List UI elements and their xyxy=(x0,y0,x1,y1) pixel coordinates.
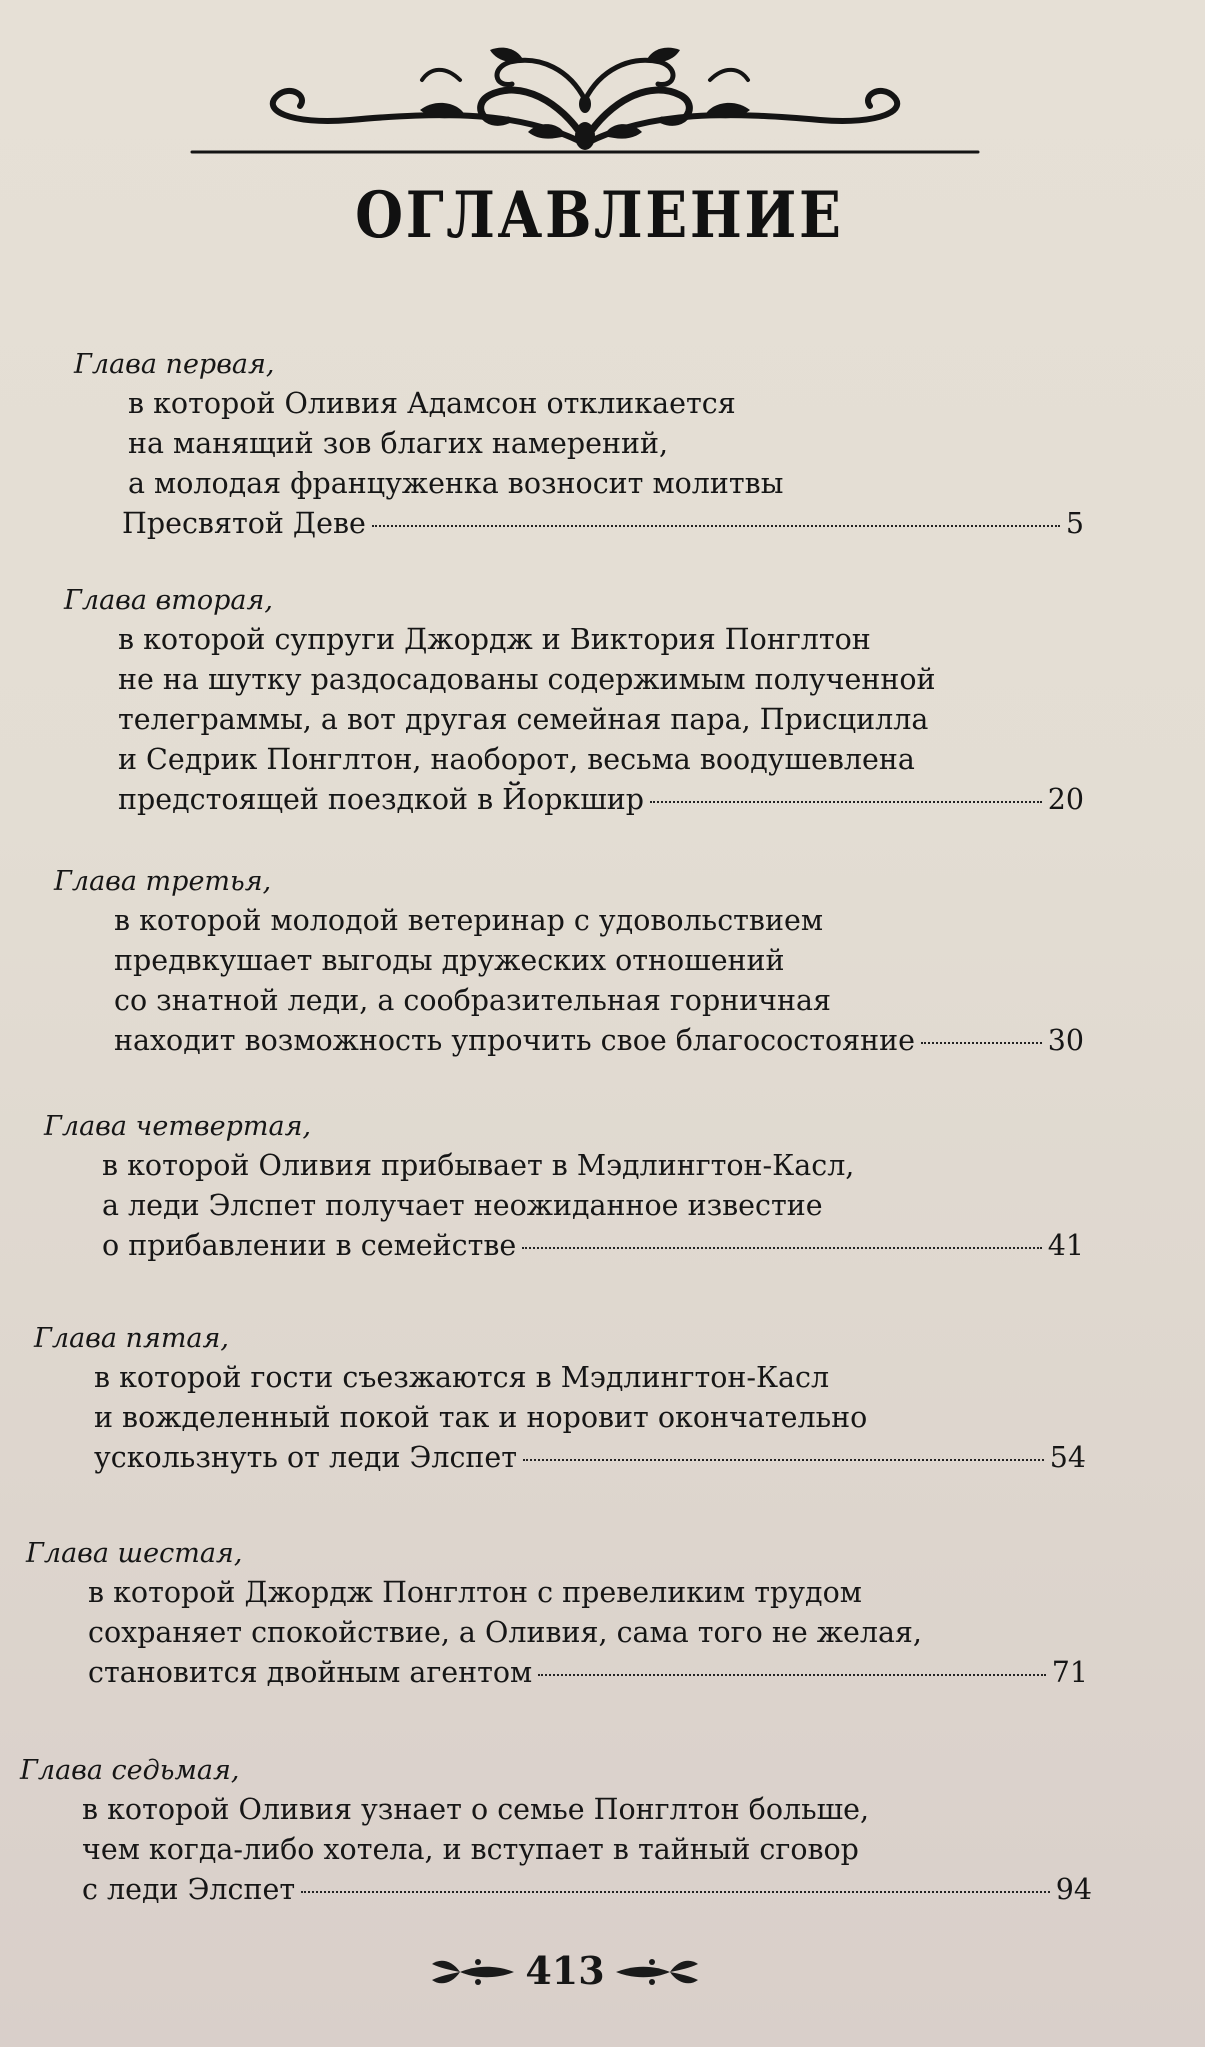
toc-entry-1 xyxy=(74,346,1084,544)
description-line: о прибавлении в семействе xyxy=(102,1229,517,1262)
description-line: в которой гости съезжаются в Мэдлингтон-Касл xyxy=(94,1361,830,1394)
toc-entry-7 xyxy=(20,1752,1092,1910)
description-line: Пресвятой Деве xyxy=(122,507,366,540)
dot-leader xyxy=(372,525,1060,527)
description-line: на манящий зов благих намерений, xyxy=(128,427,669,460)
description-line: и Седрик Понглтон, наоборот, весьма воодушевлена xyxy=(118,743,915,776)
dot-leader xyxy=(650,801,1042,803)
leaf-flourish-right-icon xyxy=(616,1954,700,1988)
description-line-with-page xyxy=(122,504,1084,544)
description-line: в которой Оливия узнает о семье Понглтон больше, xyxy=(82,1793,870,1826)
chapter-description xyxy=(20,1790,1092,1910)
dot-leader xyxy=(523,1459,1044,1461)
dot-leader xyxy=(301,1891,1050,1893)
description-line: находит возможность упрочить свое благосостояние xyxy=(114,1024,915,1057)
description-line: в которой молодой ветеринар с удовольствием xyxy=(114,904,824,937)
vine-scroll-ornament-icon xyxy=(190,40,980,170)
chapter-description xyxy=(64,620,1084,820)
chapter-title: Глава третья, xyxy=(54,866,272,897)
description-line: в которой Оливия прибывает в Мэдлингтон-Касл, xyxy=(102,1149,855,1182)
description-line-with-page xyxy=(82,1870,1092,1910)
chapter-title: Глава седьмая, xyxy=(20,1755,240,1786)
page-number: 94 xyxy=(1055,1873,1092,1906)
description-line: ускользнуть от леди Элспет xyxy=(94,1441,518,1474)
description-line: чем когда-либо хотела, и вступает в тайный сговор xyxy=(82,1833,859,1866)
description-line-with-page xyxy=(118,780,1084,820)
description-line: предвкушает выгоды дружеских отношений xyxy=(114,944,785,977)
description-line: сохраняет спокойствие, а Оливия, сама того не желая, xyxy=(88,1616,922,1649)
chapter-title: Глава шестая, xyxy=(26,1538,243,1569)
description-line: а молодая француженка возносит молитвы xyxy=(128,467,784,500)
description-line: со знатной леди, а сообразительная горничная xyxy=(114,984,831,1017)
toc-entry-4 xyxy=(44,1108,1084,1266)
description-line: с леди Элспет xyxy=(82,1873,296,1906)
dot-leader xyxy=(921,1042,1042,1044)
description-line: становится двойным агентом xyxy=(88,1656,533,1689)
description-line: и вожделенный покой так и норовит окончательно xyxy=(94,1401,868,1434)
chapter-description xyxy=(26,1573,1088,1693)
chapter-description xyxy=(54,901,1084,1061)
description-line: в которой Джордж Понглтон с превеликим трудом xyxy=(88,1576,862,1609)
page-number: 71 xyxy=(1051,1656,1088,1689)
chapter-title: Глава вторая, xyxy=(64,585,273,616)
dot-leader xyxy=(538,1674,1046,1676)
toc-entry-6 xyxy=(26,1535,1088,1693)
description-line-with-page xyxy=(94,1438,1086,1478)
description-line: не на шутку раздосадованы содержимым полученной xyxy=(118,663,936,696)
description-line: а леди Элспет получает неожиданное известие xyxy=(102,1189,823,1222)
description-line-with-page xyxy=(102,1226,1084,1266)
toc-entry-5 xyxy=(34,1320,1086,1478)
page-footer xyxy=(430,1946,700,1996)
toc-entry-3 xyxy=(54,863,1084,1061)
page-number: 41 xyxy=(1047,1229,1084,1262)
leaf-flourish-left-icon xyxy=(430,1954,514,1988)
description-line-with-page xyxy=(88,1653,1088,1693)
page-number: 54 xyxy=(1049,1441,1086,1474)
page-number: 5 xyxy=(1065,507,1084,540)
page-number: 30 xyxy=(1047,1024,1084,1057)
description-line: в которой Оливия Адамсон откликается xyxy=(128,387,736,420)
chapter-title: Глава четвертая, xyxy=(44,1111,312,1142)
description-line: в которой супруги Джордж и Виктория Понглтон xyxy=(118,623,871,656)
page-number-footer: 413 xyxy=(525,1948,605,1993)
page-title: ОГЛАВЛЕНИЕ xyxy=(355,178,844,253)
description-line: телеграммы, а вот другая семейная пара, Присцилла xyxy=(118,703,929,736)
description-line-with-page xyxy=(114,1021,1084,1061)
chapter-title: Глава пятая, xyxy=(34,1323,229,1354)
chapter-title: Глава первая, xyxy=(74,349,275,380)
toc-entry-2 xyxy=(64,582,1084,820)
description-line: предстоящей поездкой в Йоркшир xyxy=(118,783,644,816)
chapter-description xyxy=(74,384,1084,544)
chapter-description xyxy=(44,1146,1084,1266)
dot-leader xyxy=(522,1247,1041,1249)
page-number: 20 xyxy=(1047,783,1084,816)
chapter-description xyxy=(34,1358,1086,1478)
